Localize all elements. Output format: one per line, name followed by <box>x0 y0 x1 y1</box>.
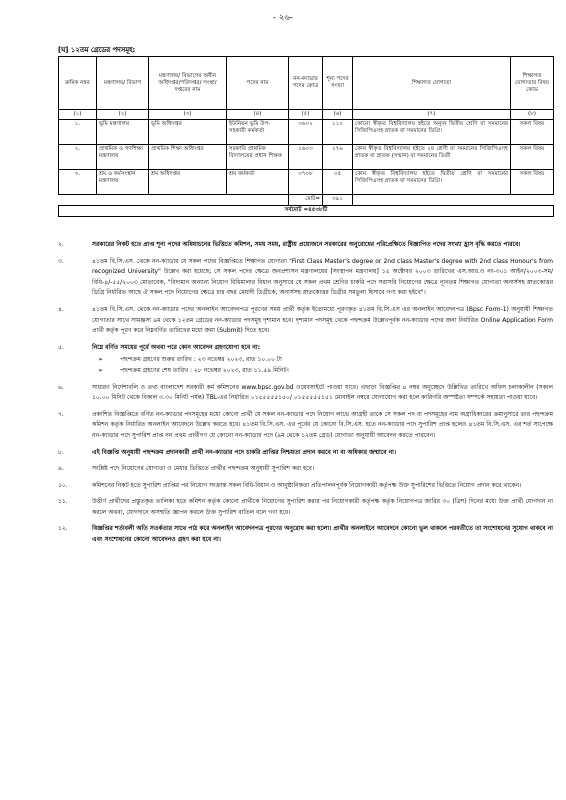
paragraph-text: ৪১তম বি.সি.এস. থেকে নন-ক্যাডার যে সকল পদের বিজ্ঞপ্তিতে শিক্ষাগত যোগ্যতা "First Class Master's degree or 2nd class Master's degree with 2nd class Honour's from recognized University" উল্লেখ করা হয়েছে; সে সকল পদের ক্ষেত্রে জনপ্রশাসন মন্ত্রণালয়ের [সংস্থাপন মন্ত্রণালয়] ১৫ অক্টোবর ২০০৩ তারিখের এস.আর.ও নং-৩০১ আইন/২০০৩-সম/বিধি-৪/-৫৫/২০০৩ মোতাবেক, "বিদ্যমান অন্যান্য নিয়োগ বিধিমালার বিধান অনুসারে যে সকল প্রথম শ্রেণির চাকরি পদে সরাসরি নিয়োগের ক্ষেত্রে ন্যূনতম শিক্ষাগত যোগ্যতা অনার্সসহ স্নাতকোত্তর ডিগ্রি নির্ধারিত আছে ঐ সকল পদে নিয়োগের ক্ষেত্রে চার বছর মেয়াদী ডিগ্রীকে, অনার্সসহ স্নাতকোত্তর ডিগ্রীর সমতুল্য হিসাবে গণ্য করা হইবে"। <box>92 257 553 297</box>
grand-total: সর্বমোট =৪৫৩৮টি <box>59 206 554 217</box>
paragraph <box>58 305 553 337</box>
paragraph-text: সাধারণ নির্দেশাবলি ও তথ্য বাংলাদেশ সরকারী কর্ম কমিশনের www.bpsc.gov.bd ওয়েবসাইটে পাওয়া যাবে। এছাড়া বিজ্ঞপ্তির ৪ নম্বর অনুচ্ছেদে উল্লিখিত তারিখে অফিস চলাকালীন (সকাল ১০.০০ মিনিট থেকে বিকাল ৩.৩০ মিনিট পর্যন্ত) TBL-এর নির্ধারিত ০১৫৫৫৫৫১৫০/ ০১৫৫৫৫৫১৫১ মোবাইল নম্বরে যোগাযোগ করা হলে কারিগরি অস্পষ্টতা সম্পর্কে সহায়তা পাওয়া যাবে। <box>92 383 553 402</box>
paragraph-number: ৫. <box>58 343 64 351</box>
paragraph-text: সরকারের নিকট হতে প্রাপ্ত শূন্য পদের অধিযাচনের ভিত্তিতে কমিশন, সময় সময়, রাষ্ট্রীয় প্রয়োজনে সরকারের অনুরোধের পরিপ্রেক্ষিতে বিজ্ঞাপিত পদের সংখ্যা হ্রাস বৃদ্ধি করতে পারবে। <box>92 241 521 248</box>
column-header: পদের নাম <box>227 57 289 110</box>
subtotal-spacer <box>353 195 554 206</box>
column-header: মন্ত্রণালয়/ বিভাগ <box>97 57 149 110</box>
paragraph-number: ৩. <box>58 257 64 265</box>
paragraph-number: ১২. <box>58 525 68 533</box>
paragraph-text: বিজ্ঞপ্তির শর্তাবলী অতি সতর্কতার সাথে পাঠ করে অনলাইন আবেদনপত্র পূরণের অনুরোধ করা হলো। প্রার্থীর অনলাইনে আবেদনে কোনো ভুল থাকলে পরবর্তীতে তা সংশোধনের সুযোগ থাকবে না এবং সংশোধনের কোনো আবেদনও গ্রহণ করা হবে না। <box>92 525 553 544</box>
table-cell: সকল বিষয় <box>511 170 554 195</box>
column-number: (২) <box>97 110 149 120</box>
paragraph <box>58 524 553 545</box>
table-cell: ১১০ <box>323 120 353 145</box>
table-row <box>59 120 554 145</box>
table-cell: ০৫ <box>323 170 353 195</box>
column-number: (৭) <box>353 110 511 120</box>
paragraph-number: ৬. <box>58 383 64 391</box>
paragraph-text: ৪১তম বি.সি.এস. থেকে নন-ক্যাডার পদের অনলাইন আবেদনপত্র পূরণের সময় প্রার্থী কর্তৃক ইতোমধ্যে পূরণকৃত ৪১তম বি.সি.এস এর অনলাইন আবেদনপত্র (Bpsc Form-1) অনুযায়ী শিক্ষাগত যোগ্যতার সাথে সামঞ্জস্য ৯ম থেকে ১২তম গ্রেডের নন-ক্যাডার পদসমূহ দৃশ্যমান হবে। দৃশ্যমান পদসমূহ থেকে পছন্দক্রম উল্লেখপূর্বক নন-ক্যাডার পদের জন্য নির্ধারিত Online Application Form প্রার্থী কর্তৃক পূরণ করে নিম্নবর্ণিত তারিখের মধ্যে জমা (Submit) দিতে হবে। <box>92 305 553 335</box>
arrow-bullet-icon: ➢ <box>98 366 104 374</box>
paragraph-number: ১১. <box>58 498 68 506</box>
column-number: (৫) <box>289 110 323 120</box>
paragraph-number: ২. <box>58 241 64 248</box>
paragraph-text: প্রকাশিত বিজ্ঞপ্তিতে বর্ণিত নন-ক্যাডার পদসমূহের মধ্যে কোনো প্রার্থী যে সকল নন-ক্যাডার পদে নিয়োগ লাভে আগ্রহী তাকে সে সকল পদ বা পদসমূহের নাম অগ্রাধিকারের ক্রমানুসারে তার পছন্দক্রম কমিশন কর্তৃক নির্ধারিত অনলাইন আবেদনে উল্লেখ করতে হবে। ৪১তম বি.সি.এস. এর পূর্বের যে কোনো বি.সি.এস. হতে নন-ক্যাডার পদে সুপারিশ প্রাপ্ত হলেও ৪১তম বি.সি.এস. এর শর্ত সাপেক্ষে নন-ক্যাডার পদে সুপারিশ প্রাপ্ত নন প্রথম প্রার্থীগণ যে কোনো নন-ক্যাডার পদে (৯ম থেকে ১২তম গ্রেড) যোগ্যতা অনুযায়ী আবেদন করতে পারবেন। <box>92 410 553 439</box>
bullet-item <box>92 355 553 366</box>
arrow-bullet-icon: ➢ <box>98 356 104 364</box>
table-header-row <box>59 57 554 110</box>
table-cell: ৩৬০২ <box>289 120 323 145</box>
bullet-text: পছন্দক্রম গ্রহণের শেষ তারিখ : ২৮ নভেম্বর ২০২৩, রাত ১১.৫৯ মিনিট। <box>120 366 289 374</box>
subtotal-spacer <box>59 195 289 206</box>
paragraph <box>58 464 553 475</box>
paragraph-text: কমিশনের নিকট হতে সুপারিশ প্রাপ্তির পর নিয়োগ সংক্রান্ত সকল বিধি-বিধান ও আনুষ্ঠানিকতা প্রতিপালনপূর্বক নিয়োগকারী কর্তৃপক্ষ উক্ত সুপারিশের ভিত্তিতে নিয়োগ প্রদান করে থাকেন। <box>92 481 522 489</box>
paragraph <box>58 481 553 492</box>
paragraph <box>58 240 553 251</box>
table-cell: ভূমি অধিদপ্তর <box>149 120 227 145</box>
paragraph-number: ৯. <box>58 465 64 473</box>
table-cell: শ্রম কর্মকর্তা <box>227 170 289 195</box>
table-row <box>59 145 554 170</box>
table-cell: কোন স্বীকৃত বিশ্ববিদ্যালয় হইতে দ্বিতীয় শ্রেণি বা সমমানের সিজিপিএসহ স্নাতক বা সমমানের ডিগ্রি। <box>353 170 511 195</box>
paragraph <box>58 343 553 354</box>
table-cell: শ্রম অধিদপ্তর <box>149 170 227 195</box>
paragraph-text: নিম্নে বর্ণিত সময়ের পূর্বে অথবা পরে কোন আবেদন গ্রহণযোগ্য হবে না: <box>92 343 261 351</box>
table-cell: ১. <box>59 120 97 145</box>
subtotal-label: মোট= <box>289 195 323 206</box>
column-number-row <box>59 110 554 120</box>
bullet-item <box>92 366 553 377</box>
paragraph-number: ১০. <box>58 481 68 489</box>
paragraph-text: সংশ্লিষ্ট পদে নিয়োগের যোগ্যতা ও মেধার ভিত্তিতে প্রার্থীর পছন্দক্রম অনুযায়ী সুপারিশ করা হবে। <box>92 465 315 473</box>
column-number: (৩) <box>149 110 227 120</box>
column-header: শূন্য পদের সংখ্যা <box>323 57 353 110</box>
table-cell: ইউনিয়ন ভূমি উপ-সহকারী কর্মকর্তা <box>227 120 289 145</box>
paragraph <box>58 257 553 299</box>
table-cell: সকল বিষয় <box>511 145 554 170</box>
paragraph-number: ৪. <box>58 305 64 313</box>
table-cell: ভূমি মন্ত্রণালয় <box>97 120 149 145</box>
column-number: (৪) <box>227 110 289 120</box>
paragraph <box>58 383 553 404</box>
subtotal-row <box>59 195 554 206</box>
paragraph <box>58 448 553 459</box>
column-number: (৮) <box>511 110 554 120</box>
table-cell: ১৬০৩ <box>289 145 323 170</box>
grand-total-row <box>59 206 554 217</box>
column-header: শিক্ষাগত যোগ্যতার বিষয় কোড <box>511 57 554 110</box>
table-row <box>59 170 554 195</box>
table-cell: কোন স্বীকৃত বিশ্ববিদ্যালয় হইতে ২য় শ্রেণী বা সমমানের সিজিপিএসহ স্নাতক বা স্নাতক (সম্মান) বা সমমানের ডিগ্রী <box>353 145 511 170</box>
posts-table <box>58 56 554 217</box>
table-cell: কোনো স্বীকৃত বিশ্ববিদ্যালয় হইতে অন্যূন দ্বিতীয় শ্রেণি বা সমমানের সিজিপিএসহ স্নাতক বা সমমানের ডিগ্রি। <box>353 120 511 145</box>
table-cell: প্রাথমিক শিক্ষা অধিদপ্তর <box>149 145 227 170</box>
bullet-text: পছন্দক্রম গ্রহণের শুরুর তারিখ : ২৩ নভেম্বর ২০২৩, রাত ১০.০০ টা <box>120 356 282 364</box>
paragraph-number: ৮. <box>58 448 64 456</box>
table-cell: ৩৭০৮ <box>289 170 323 195</box>
column-number: (১) <box>59 110 97 120</box>
paragraph <box>58 410 553 442</box>
table-cell: ৩. <box>59 170 97 195</box>
paragraph <box>58 497 553 518</box>
table-cell: সরকারি প্রাথমিক বিদ্যালয়ের প্রধান শিক্ষক <box>227 145 289 170</box>
table-cell: শ্রম ও কর্মসংস্থান মন্ত্রণালয় <box>97 170 149 195</box>
table-cell: ২. <box>59 145 97 170</box>
column-header: মন্ত্রণালয়/ বিভাগের অধীন অধিদপ্তর/পরিদপ্তর/ সংস্থা/দপ্তরের নাম <box>149 57 227 110</box>
table-cell: সকল বিষয় <box>511 120 554 145</box>
section-heading: [ঘ] ১২তম গ্রেডের পদসমূহ: <box>58 46 136 54</box>
subtotal-value: ৩৯১ <box>323 195 353 206</box>
column-header: ক্রমিক নম্বর <box>59 57 97 110</box>
paragraph-text: এই বিজ্ঞপ্তি অনুযায়ী পছন্দক্রম প্রদানকারী প্রার্থী নন-ক্যাডার পদে চাকরি প্রাপ্তির নিশ্চয়তা প্রদান করবে না বা অধিকার জন্মাবে না। <box>92 448 397 456</box>
body-text <box>58 240 553 552</box>
table-cell: ২৭৬ <box>323 145 353 170</box>
page-number: - ২৬- <box>273 13 293 23</box>
column-header: নন-ক্যাডার পদের কোড <box>289 57 323 110</box>
paragraph-text: উত্তীর্ণ প্রার্থীদের প্রস্তুতকৃত তালিকা হতে কমিশন কর্তৃক কোনো প্রার্থীকে নিয়োগের সুপারিশ করার পর নিয়োগকারী কর্তৃপক্ষ কর্তৃক নিয়োগপত্র জারির ৩০ (ত্রিশ) দিনের মধ্যে উক্ত প্রার্থী যোগদান না করলে অথবা, যোগদানে অসম্মতি জ্ঞাপন করলে উক্ত সুপারিশ বাতিল বলে গণ্য হবে। <box>92 498 553 516</box>
column-number: (৬) <box>323 110 353 120</box>
paragraph-number: ৭. <box>58 410 64 418</box>
table-cell: প্রাথমিক ও গণশিক্ষা মন্ত্রণালয় <box>97 145 149 170</box>
column-header: শিক্ষাগত যোগ্যতা <box>353 57 511 110</box>
